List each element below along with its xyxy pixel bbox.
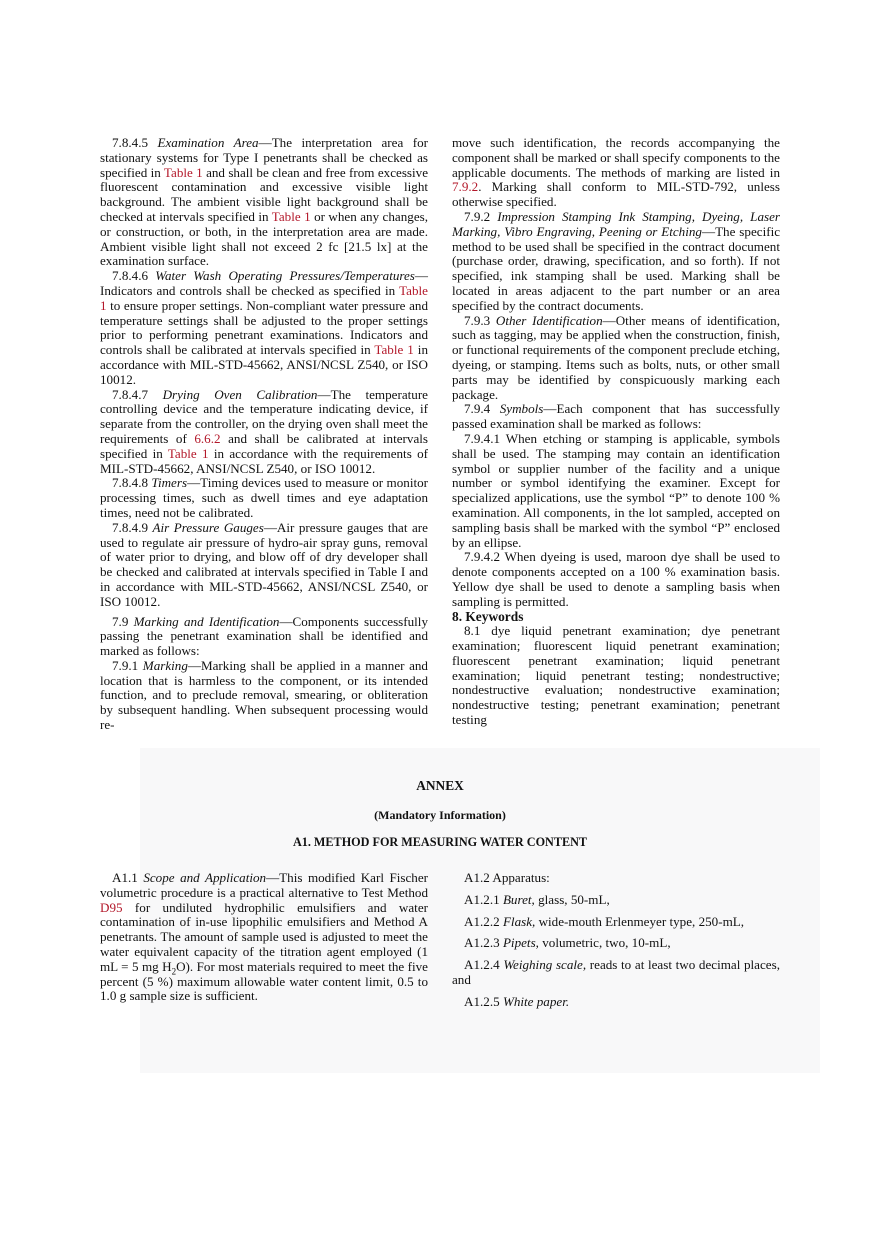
- annex-right-column: [452, 871, 780, 1017]
- body-text: —Timing devices used to measure or monitor processing times, such as dwell times and eye adaptation times, need not be calibrated.: [100, 475, 428, 520]
- item-heading: Flask,: [502, 913, 536, 929]
- section-number: A1.2.5: [464, 993, 500, 1009]
- item-text: glass, 50-mL,: [534, 891, 610, 907]
- paragraph-7-8-4-5: [100, 136, 428, 269]
- section-heading: Scope and Application: [143, 870, 267, 885]
- section-heading: Water Wash Operating Pressures/Temperatures: [155, 268, 415, 284]
- paragraph-a1-2-5: [452, 995, 780, 1010]
- paragraph-7-9-4: [452, 402, 780, 432]
- paragraph-7-8-4-6: [100, 269, 428, 387]
- section-number: 7.9.2: [464, 208, 491, 224]
- paragraph-7-9-4-1: 7.9.4.1 When etching or stamping is applicable, symbols shall be used. The stamping may contain an identification symbol or supplier number of the facility and a unique number or symbol identifying the examiner. Except for specialized applications, use the symbol “P” to denote 100 % examination. All components, in the lot sampled, accepted on sampling basis shall be marked with the symbol “P” enclosed by an ellipse.: [452, 430, 780, 550]
- body-text: —The interpretation area for stationary systems for Type I penetrants shall be checked as specified in: [100, 135, 429, 180]
- item-heading: Weighing scale,: [503, 957, 587, 973]
- body-text: —Each component that has successfully passed examination shall be marked as follows:: [452, 401, 780, 432]
- paragraph-a1-2-1: [452, 893, 780, 908]
- item-heading: Pipets,: [502, 935, 539, 951]
- body-text: O). For most materials required to meet the five percent (5 %) maximum allowable water content limit, 0.5 to 1.0 g sample size is sufficient.: [100, 958, 428, 1004]
- table-1-link[interactable]: Table 1: [374, 342, 414, 358]
- section-number: 7.8.4.7: [112, 386, 149, 402]
- section-number: A1.2.1: [464, 891, 500, 907]
- paragraph-7-9: [100, 615, 428, 659]
- table-1-link[interactable]: Table 1: [163, 164, 203, 180]
- annex-left-column: [100, 871, 428, 1004]
- section-number: 7.9.1: [112, 657, 139, 673]
- section-7-9-2-link[interactable]: 7.9.2: [452, 179, 479, 195]
- item-text: wide-mouth Erlenmeyer type, 250-mL,: [535, 913, 745, 929]
- table-1-link[interactable]: Table 1: [271, 208, 311, 224]
- section-heading: Marking and Identification: [133, 613, 280, 629]
- section-number: A1.2.4: [464, 957, 500, 973]
- annex-title: ANNEX: [416, 778, 464, 793]
- paragraph-a1-2-3: [452, 936, 780, 951]
- section-heading: Examination Area: [157, 135, 259, 150]
- section-number: 7.9: [112, 613, 129, 629]
- keywords-heading: 8. Keywords: [452, 608, 524, 624]
- paragraph-7-9-1: [100, 659, 428, 733]
- right-column: [452, 136, 780, 728]
- table-1-link[interactable]: Table 1: [167, 445, 209, 461]
- paragraph-a1-2-4: [452, 958, 780, 988]
- item-heading: White paper.: [502, 993, 570, 1009]
- body-text: . Marking shall conform to MIL-STD-792, unless otherwise specified.: [452, 179, 780, 210]
- paragraph-7-9-4-2: 7.9.4.2 When dyeing is used, maroon dye shall be used to denote components accepted on a 100 % examination basis. Yellow dye shall be used to denote a sampling basis when sampling is permitted.: [452, 549, 780, 609]
- paragraph-7-8-4-9: [100, 521, 428, 610]
- paragraph-7-9-2: [452, 210, 780, 314]
- annex-section-title: A1. METHOD FOR MEASURING WATER CONTENT: [292, 835, 588, 849]
- body-text: in accordance with the requirements of MIL-STD-45662, ANSI/NCSL Z540, or ISO 10012.: [100, 445, 428, 476]
- section-number: A1.2.2: [464, 913, 500, 929]
- section-heading: Timers: [151, 475, 188, 491]
- section-number: 7.9.3: [464, 312, 491, 328]
- left-column: [100, 136, 428, 733]
- paragraph-7-9-3: [452, 314, 780, 403]
- body-text: and shall be calibrated at intervals specified in: [100, 430, 428, 461]
- body-text: —The specific method to be used shall be specified in the contract document (purchase order, drawing, specification, and so forth). If not specified, ink stamping shall be used. Marking shall be located in areas adjacent to the part number or an area specified by the contract documents.: [452, 223, 781, 313]
- d95-link[interactable]: D95: [100, 899, 123, 915]
- body-text: —Marking shall be applied in a manner and location that is harmless to the component, or its intended function, and to preclude removal, smearing, or obliteration by subsequent handling. When subsequent processing would re-: [100, 657, 428, 733]
- paragraph-7-8-4-8: [100, 476, 428, 520]
- body-text: —Air pressure gauges that are used to regulate air pressure of hydro-air spray guns, removal of water prior to drying, and blow off of dry developer shall be checked and calibrated at intervals specified in Table I and in accordance with MIL-STD-45662, ANSI/NCSL Z540, or ISO 10012.: [100, 519, 428, 609]
- section-6-6-2-link[interactable]: 6.6.2: [194, 430, 221, 446]
- body-text: and shall be clean and free from excessive fluorescent contamination and excessive visible light background. The ambient visible light background shall be checked at intervals specified in: [100, 164, 429, 224]
- body-text: or when any changes, or construction, or both, in the interpretation area are made. Ambient visible light shall not exceed 2 fc [21.5 lx] at the examination surface.: [100, 208, 428, 269]
- section-number: 7.8.4.8: [112, 475, 149, 491]
- section-heading: Symbols: [499, 401, 544, 417]
- section-number: 7.9.4: [464, 401, 491, 417]
- table-1-link[interactable]: Table 1: [100, 282, 428, 313]
- section-heading: Air Pressure Gauges: [152, 519, 264, 535]
- section-heading: Marking: [142, 657, 188, 673]
- paragraph-a1-1: [100, 871, 428, 1004]
- section-heading: Other Identification: [495, 312, 603, 328]
- section-number: 7.8.4.9: [112, 519, 149, 535]
- item-heading: Buret,: [502, 891, 535, 907]
- subscript: 2: [171, 966, 177, 977]
- body-text: —Other means of identification, such as tagging, may be applied when the construction, finish, or functional requirements of the component preclude etching, dyeing, or stamping. Items such as bolts, nuts, or other small parts may be identified by conspicuously marking each package.: [452, 312, 780, 402]
- paragraph-a1-2-2: [452, 915, 780, 930]
- annex-subtitle: (Mandatory Information): [374, 808, 506, 822]
- item-text: reads to at least two decimal places, and: [452, 957, 780, 987]
- paragraph-a1-2: A1.2 Apparatus:: [464, 870, 550, 885]
- paragraph-7-8-4-7: [100, 388, 428, 477]
- body-text: —This modified Karl Fischer volumetric procedure is a practical alternative to Test Method: [100, 870, 429, 900]
- body-text: to ensure proper settings. Non-compliant water pressure and temperature settings shall be adjusted to the proper settings prior to performing penetrant examinations. Indicators and controls shall be calibrated at intervals specified in: [100, 297, 428, 358]
- keywords-paragraph: 8.1 dye liquid penetrant examination; dye penetrant examination; fluorescent liquid penetrant examination; fluorescent penetrant examination; liquid penetrant examination; liquid penetrant testing; nondestructive; nondestructive evaluation; nondestructive examination; nondestructive testing; penetrant examination; penetrant testing: [452, 623, 780, 728]
- body-text: move such identification, the records accompanying the component shall be marked or shall specify components to the applicable documents. The methods of marking are listed in: [452, 135, 780, 180]
- item-text: volumetric, two, 10-mL,: [538, 935, 671, 951]
- section-number: 7.8.4.6: [112, 268, 149, 284]
- section-number: 7.8.4.5: [112, 135, 149, 150]
- section-heading: Impression Stamping Ink Stamping, Dyeing, Laser Marking, Vibro Engraving, Peening or Etching: [452, 208, 780, 239]
- section-number: A1.1: [112, 870, 138, 885]
- paragraph-7-9-1-continued: [452, 136, 780, 210]
- section-number: A1.2.3: [464, 935, 500, 951]
- body-text: in accordance with MIL-STD-45662, ANSI/NCSL Z540, or ISO 10012.: [100, 342, 428, 387]
- body-text: —Indicators and controls shall be checked as specified in: [100, 268, 428, 298]
- body-text: —Components successfully passing the penetrant examination shall be identified and marked as follows:: [100, 613, 428, 659]
- body-text: for undiluted hydrophilic emulsifiers and water contamination of in-use lipophilic emulsifiers and Method A penetrants. The amount of sample used is adjusted to meet the water equivalent capacity of the titration agent employed (1 mL = 5 mg H: [100, 899, 428, 974]
- section-heading: Drying Oven Calibration: [162, 386, 318, 402]
- body-text: —The temperature controlling device and the temperature indicating device, if separate from the controller, on the drying oven shall meet the requirements of: [100, 386, 428, 446]
